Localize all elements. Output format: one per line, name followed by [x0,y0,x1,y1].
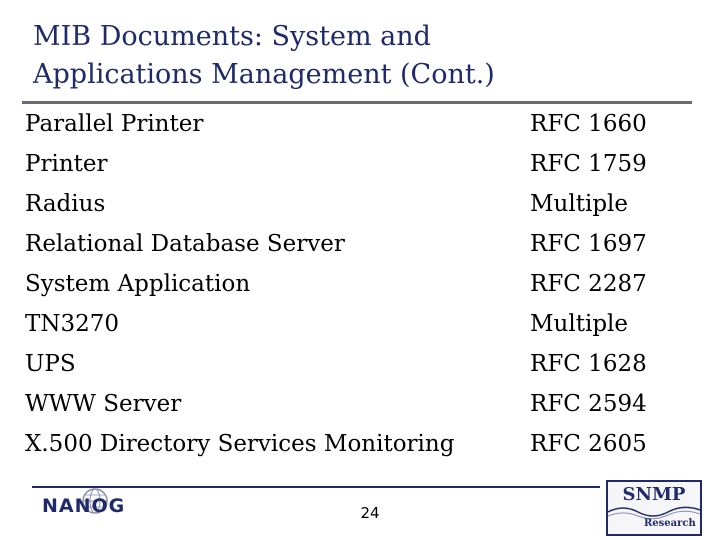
snmp-logo-subtext: Research [644,518,696,529]
mib-name: WWW Server [25,391,182,417]
mib-reference: RFC 1759 [530,151,647,177]
list-item [25,184,665,224]
mib-reference: RFC 2287 [530,271,647,297]
mib-reference: RFC 1660 [530,111,647,137]
title-line-1: MIB Documents: System and [33,21,431,52]
mib-reference: Multiple [530,311,629,337]
mib-name: Printer [25,151,108,177]
mib-reference: RFC 1697 [530,231,647,257]
list-item [25,224,665,264]
mib-name: TN3270 [25,311,119,337]
page-number: 24 [360,504,380,522]
list-item [25,424,665,464]
footer-divider [32,486,600,488]
mib-reference: RFC 2594 [530,391,647,417]
list-item [25,104,665,144]
list-item [25,384,665,424]
title-line-2: Applications Management (Cont.) [33,59,495,90]
nanog-logo [40,492,150,526]
mib-name: System Application [25,271,251,297]
mib-name: UPS [25,351,76,377]
list-item [25,264,665,304]
mib-reference: Multiple [530,191,629,217]
mib-name: X.500 Directory Services Monitoring [25,431,455,457]
mib-reference: RFC 2605 [530,431,647,457]
snmp-logo-text: SNMP [622,484,686,505]
mib-name: Relational Database Server [25,231,345,257]
list-item [25,144,665,184]
mib-reference: RFC 1628 [530,351,647,377]
snmp-research-icon [606,480,702,536]
slide-title [33,18,693,94]
list-item [25,304,665,344]
mib-list [25,104,665,464]
nanog-logo-text: NANOG [42,495,126,517]
mib-name: Radius [25,191,106,217]
list-item [25,344,665,384]
mib-name: Parallel Printer [25,111,204,137]
